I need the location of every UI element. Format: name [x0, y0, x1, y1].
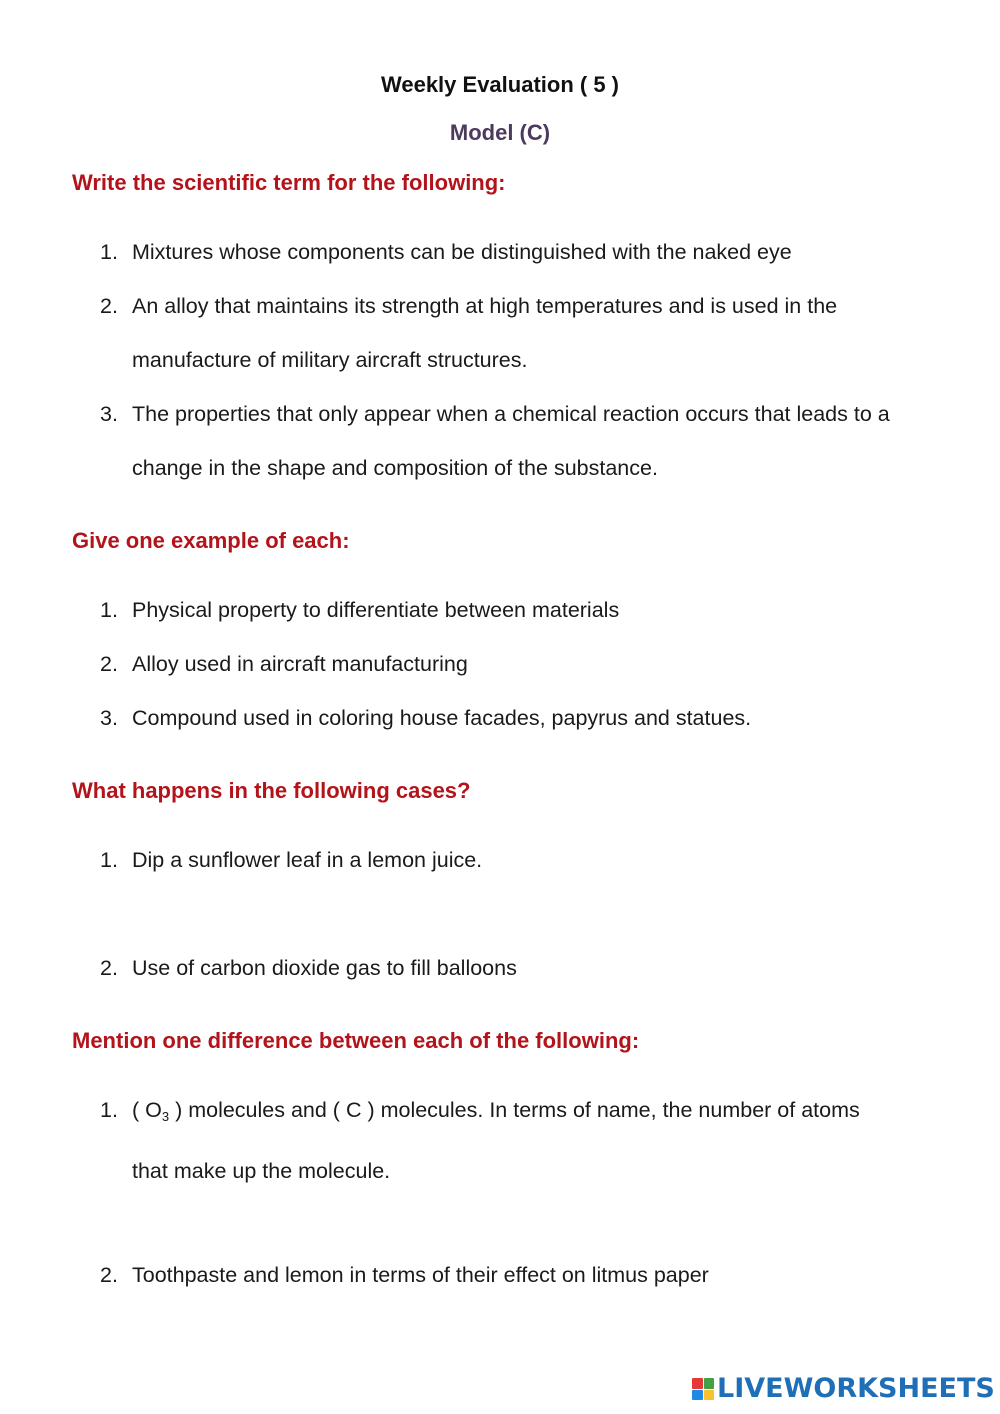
item-text: Alloy used in aircraft manufacturing	[132, 652, 468, 676]
item-number: 2.	[100, 1263, 118, 1287]
item-text: Mixtures whose components can be distinguished with the naked eye	[132, 240, 792, 264]
section-heading-scientific-term: Write the scientific term for the following:	[72, 170, 506, 195]
section-heading-examples: Give one example of each:	[72, 528, 350, 553]
item-number: 2.	[100, 652, 118, 676]
section-heading-differences: Mention one difference between each of the following:	[72, 1028, 640, 1053]
item-number: 3.	[100, 402, 118, 426]
liveworksheets-logo[interactable]	[692, 1374, 995, 1404]
list-item	[100, 583, 940, 637]
item-text: Dip a sunflower leaf in a lemon juice.	[132, 848, 483, 872]
list-item	[100, 833, 940, 887]
logo-tile	[692, 1390, 703, 1401]
item-text-part: ) molecules and ( C ) molecules. In terms of name, the number of atoms that make up the molecule.	[132, 1098, 860, 1183]
list-item	[100, 691, 940, 745]
list-item	[100, 1248, 940, 1302]
item-number: 1.	[100, 1098, 118, 1122]
item-number: 1.	[100, 240, 118, 264]
list-item	[100, 1083, 880, 1198]
item-text: The properties that only appear when a chemical reaction occurs that leads to a change in the shape and composition of the substance.	[132, 402, 890, 480]
list-item	[100, 637, 940, 691]
logo-text: LIVEWORKSHEETS	[717, 1373, 995, 1404]
logo-tile	[692, 1378, 703, 1389]
item-text: An alloy that maintains its strength at high temperatures and is used in the manufacture of military aircraft structures.	[132, 294, 838, 372]
page-title: Weekly Evaluation ( 5 )	[380, 72, 619, 97]
item-number: 1.	[100, 598, 118, 622]
logo-tile	[704, 1390, 715, 1401]
item-number: 2.	[100, 294, 118, 318]
item-text: Physical property to differentiate between materials	[132, 598, 620, 622]
item-text: Toothpaste and lemon in terms of their effect on litmus paper	[132, 1263, 709, 1287]
subscript: 3	[161, 1109, 170, 1124]
list-item	[100, 225, 940, 279]
section-heading-what-happens: What happens in the following cases?	[72, 778, 471, 803]
item-text-part: ( O	[132, 1098, 162, 1122]
item-text: Use of carbon dioxide gas to fill balloons	[132, 956, 517, 980]
list-item	[100, 279, 920, 387]
logo-tile	[704, 1378, 715, 1389]
list-item	[100, 387, 940, 495]
item-number: 3.	[100, 706, 118, 730]
item-number: 1.	[100, 848, 118, 872]
list-item	[100, 941, 940, 995]
item-text	[132, 1083, 880, 1198]
model-label: Model (C)	[449, 120, 551, 145]
liveworksheets-logo-icon	[692, 1378, 714, 1400]
item-text: Compound used in coloring house facades, papyrus and statues.	[132, 706, 752, 730]
item-number: 2.	[100, 956, 118, 980]
